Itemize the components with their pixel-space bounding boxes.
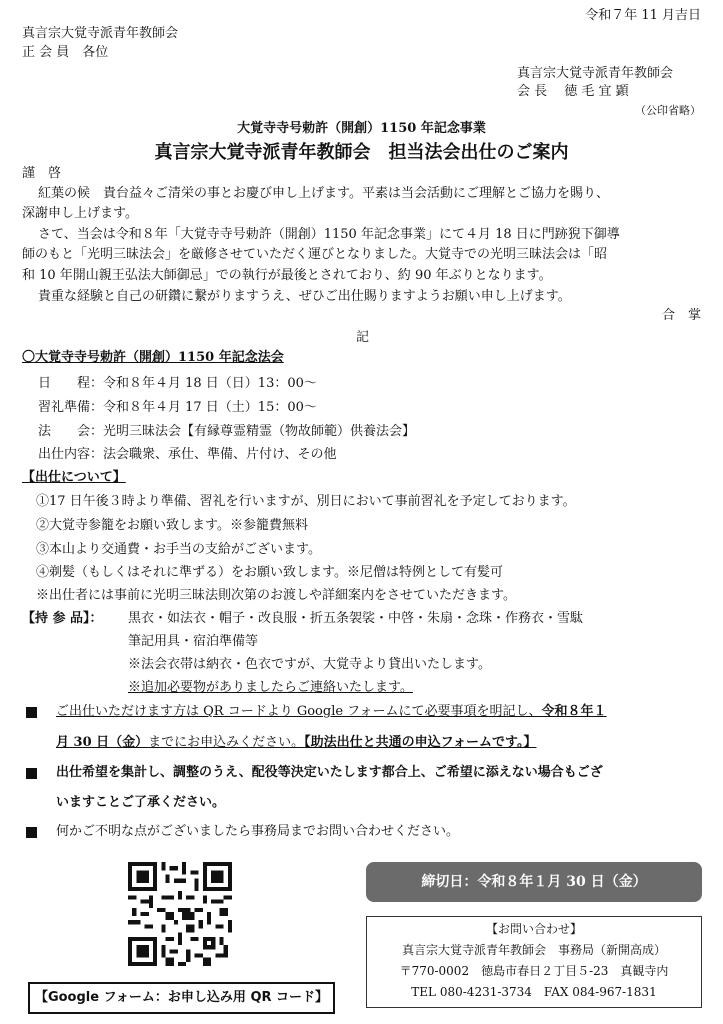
belongings-label: 【持 参 品】：: [22, 611, 103, 626]
body-text: 和 10 年開山親王弘法大師御忌」での執行が最後とされており、約 90 年ぶりとなります。: [22, 268, 552, 283]
attendance-item: ④剃髪（もしくはそれに準ずる）をお願い致します。※尼僧は特例として有髪可: [36, 565, 503, 580]
notice-text: ご出仕いただけます方は QR コードより Google フォームにて必要事項を明記し、: [56, 704, 542, 719]
event-heading: 〇大覚寺寺号勅許（開創）1150 年記念法会: [22, 350, 284, 365]
square-bullet-icon: [26, 768, 37, 779]
contact-org: 真言宗大覚寺派青年教師会 事務局（新開高成）: [401, 943, 666, 957]
salutation: 謹 啓: [22, 166, 62, 181]
contact-heading: 【お問い合わせ】: [485, 922, 582, 936]
sender-org: 真言宗大覚寺派青年教師会: [517, 66, 674, 81]
deadline-badge: 締切日：令和８年１月 30 日（金）: [366, 862, 702, 902]
notice-deadline-text: 令和８年１: [541, 704, 607, 719]
belongings-list: 筆記用具・宿泊準備等: [128, 634, 259, 649]
qr-caption: 【Google フォーム：お申し込み用 QR コード】: [28, 982, 335, 1014]
notice-application-cont: [56, 735, 536, 752]
issue-date: 令和７年 11 月吉日: [585, 8, 701, 23]
notice-inquiry: 何かご不明な点がございましたら事務局までお問い合わせください。: [56, 824, 460, 839]
belongings-note: ※追加必要物がありましたらご連絡いたします。: [128, 680, 413, 695]
ki-mark: 記: [356, 330, 370, 345]
belongings-note: ※法会衣帯は納衣・色衣ですが、大覚寺より貸出いたします。: [128, 657, 491, 672]
event-service: 法 会：光明三昧法会【有縁尊霊精霊（物故師範）供養法会】: [38, 424, 416, 439]
square-bullet-icon: [26, 707, 37, 718]
notice-text: までにお申込みください。: [148, 735, 305, 750]
recipient-org: 真言宗大覚寺派青年教師会: [22, 26, 179, 41]
belongings-list: 黒衣・如法衣・帽子・改良服・折五条袈裟・中啓・朱扇・念珠・作務衣・雪駄: [128, 611, 584, 626]
event-content: 出仕内容：法会職衆、承仕、準備、片付け、その他: [38, 447, 337, 462]
body-text: 深謝申し上げます。: [22, 206, 138, 221]
notice-form-note: 【助法出仕と共通の申込フォームです。】: [304, 735, 537, 750]
recipient: 正 会 員 各位: [22, 45, 109, 60]
attendance-item: ①17 日午後３時より準備、習礼を行いますが、別日において事前習礼を予定しております。: [36, 494, 576, 509]
body-text: さて、当会は令和８年「大覚寺寺号勅許（開創）1150 年記念事業」にて４月 18 日に門跡猊下御導: [38, 227, 620, 242]
notice-assignment: いますことご了承ください。: [56, 795, 226, 810]
qr-code-icon[interactable]: [128, 862, 232, 966]
square-bullet-icon: [26, 827, 37, 838]
page-title: 真言宗大覚寺派青年教師会 担当法会出仕のご案内: [154, 142, 569, 163]
body-text: 紅葉の候 貴台益々ご清栄の事とお慶び申し上げます。平素は当会活動にご理解とご協力を賜り、: [38, 186, 609, 201]
notice-assignment: 出仕希望を集計し、調整のうえ、配役等決定いたします都合上、ご希望に添えない場合もござ: [56, 765, 603, 780]
attendance-item: ③本山より交通費・お手当の支給がございます。: [36, 542, 321, 557]
attendance-heading: 【出仕について】: [22, 470, 126, 485]
contact-address: 〒770-0002 徳島市春日２丁目５-23 真観寺内: [399, 964, 669, 978]
closing: 合 掌: [661, 308, 701, 323]
attendance-note: ※出仕者には事前に光明三昧法則次第のお渡しや詳細案内をさせていただきます。: [36, 588, 516, 603]
body-text: 師のもと「光明三昧法会」を厳修させていただく運びとなりました。大覚寺での光明三昧法会は「昭: [22, 247, 608, 262]
subtitle: 大覚寺寺号勅許（開創）1150 年記念事業: [237, 121, 486, 136]
sender: 会 長 徳 毛 宜 顕: [517, 84, 629, 99]
body-text: 貴重な経験と自己の研鑽に繋がりますうえ、ぜひご出仕賜りますようお願い申し上げます。: [38, 289, 571, 304]
notice-deadline-text: 月 30 日（金）: [56, 735, 149, 750]
event-date: 日 程：令和８年４月 18 日（日）13：00～: [38, 376, 317, 391]
notice-application: [56, 704, 607, 721]
attendance-item: ②大覚寺参籠をお願い致します。※参籠費無料: [36, 518, 308, 533]
contact-box: [366, 916, 702, 1008]
event-rehearsal: 習礼準備：令和８年４月 17 日（土）15：00～: [38, 400, 317, 415]
seal-note: （公印省略）: [635, 104, 701, 117]
contact-phone: TEL 080-4231-3734 FAX 084-967-1831: [411, 985, 657, 999]
